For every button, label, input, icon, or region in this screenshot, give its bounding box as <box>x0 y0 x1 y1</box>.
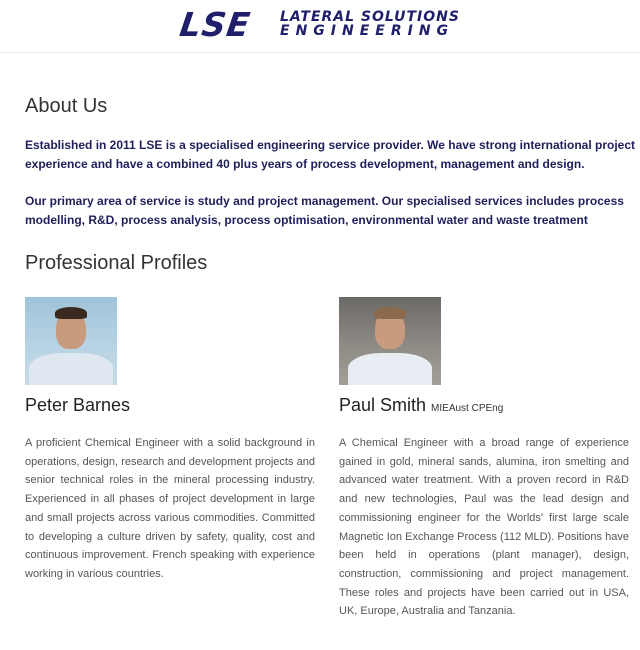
site-header <box>0 0 640 53</box>
profile-bio-paul-smith: A Chemical Engineer with a broad range of experience gained in gold, mineral sands, alumina, iron smelting and advanced water treatment. With a proven record in R&D and new technologies, Paul was the lead design and commissioning engineer for the Worlds' first large scale Magnetic Ion Exchange Process (112 MLD). Positions have been held in operations (plant manager), design, construction, commissioning and project management. These roles and projects have been carried out in USA, UK, Europe, Australia and Tanzania. <box>339 437 629 618</box>
company-logo-line1[interactable]: LATERAL SOLUTIONS <box>280 9 460 25</box>
profile-bio-peter-barnes: A proficient Chemical Engineer with a solid background in operations, design, research and development projects and senior technical roles in the mineral processing industry. Experienced in all phases of project development in large and small projects across various commodities. Committed to developing a culture driven by safety, quality, cost and continuous improvement. French speaking with experience working in various countries. <box>25 437 315 580</box>
about-paragraph-1: Established in 2011 LSE is a specialised engineering service provider. We have strong international project experience and have a combined 40 plus years of process development, management and design. <box>25 138 635 171</box>
person-credentials: MIEAust CPEng <box>431 403 504 414</box>
profile-photo-peter-barnes <box>25 297 117 385</box>
photo-hair <box>55 307 87 319</box>
person-name-text: Peter Barnes <box>25 395 131 415</box>
photo-hair <box>374 307 406 319</box>
company-logo-line2[interactable]: ENGINEERING <box>280 23 455 39</box>
profile-name-peter-barnes <box>25 394 130 416</box>
profile-name-paul-smith <box>339 394 503 420</box>
professional-profiles-heading: Professional Profiles <box>25 252 208 274</box>
person-name-text: Paul Smith <box>339 395 427 415</box>
photo-shirt <box>29 353 113 385</box>
photo-shirt <box>348 353 432 385</box>
profile-photo-paul-smith <box>339 297 441 385</box>
about-paragraph-2: Our primary area of service is study and project management. Our specialised services includes process modelling, R&D, process analysis, process optimisation, environmental water and waste treatment <box>25 194 624 227</box>
company-logo-mark[interactable]: LSE <box>177 5 254 44</box>
about-us-heading: About Us <box>25 95 108 117</box>
